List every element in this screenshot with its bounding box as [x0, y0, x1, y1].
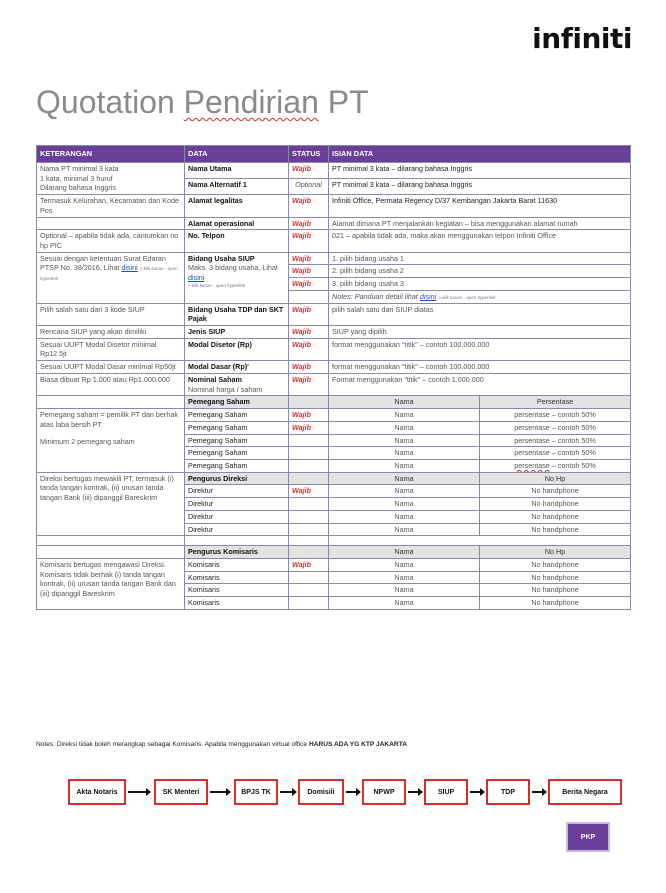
komisaris-item: Komisaris: [185, 584, 289, 597]
komisaris-head: Pengurus Komisaris: [185, 546, 289, 559]
table-row: [37, 409, 631, 422]
status-wajib: Wajib: [289, 338, 329, 360]
header-keterangan: KETERANGAN: [37, 146, 185, 163]
flow-step-npwp: NPWP: [362, 779, 406, 805]
status-empty: [289, 459, 329, 472]
disini-link[interactable]: disini: [419, 291, 437, 301]
input-modal-dasar[interactable]: format menggunakan "titik" – contoh 100.000.000: [329, 361, 631, 374]
input-modal-disetor[interactable]: format menggunakan "titik" – contoh 100.000.000: [329, 338, 631, 360]
keterangan-jenis-siup: Rencana SIUP yang akan dimiliki: [37, 326, 185, 339]
keterangan-empty: [37, 546, 185, 559]
label-bidang-usaha: Bidang Usaha SIUP Maks. 3 bidang usaha, Lihat disini > klik kanan - open hyperlink: [185, 252, 289, 303]
status-empty: [289, 546, 329, 559]
status-wajib: Wajib: [289, 217, 329, 230]
status-wajib: Wajib: [289, 195, 329, 217]
pemegang-entry[interactable]: Nama persentase – contoh 50%: [329, 409, 631, 422]
section-direksi: [37, 472, 631, 485]
table-row: [37, 162, 631, 178]
label-alamat-legalitas: Alamat legalitas: [185, 195, 289, 217]
status-wajib: Wajib: [289, 361, 329, 374]
table-row: [37, 326, 631, 339]
label-bidang-tdp: Bidang Usaha TDP dan SKT Pajak: [185, 303, 289, 325]
flow-step-berita-negara: Berita Negara: [548, 779, 622, 805]
keterangan-empty: [37, 396, 185, 409]
pemegang-item: Pemegang Saham: [185, 459, 289, 472]
komisaris-item: Komisaris: [185, 558, 289, 571]
header-data: DATA: [185, 146, 289, 163]
komisaris-entry[interactable]: Nama No handphone: [329, 571, 631, 584]
pemegang-item: Pemegang Saham: [185, 434, 289, 447]
status-optional: Optional: [289, 179, 329, 195]
pemegang-entry[interactable]: Nama persentase – contoh 50%: [329, 421, 631, 434]
status-wajib: Wajib: [289, 303, 329, 325]
flow-arrow: [210, 791, 230, 793]
direksi-entry[interactable]: Nama No handphone: [329, 523, 631, 536]
status-empty: [289, 510, 329, 523]
brand-logo: infiniti: [532, 22, 632, 55]
status-empty: [289, 396, 329, 409]
input-bidang-3[interactable]: 3. pilih bidang usaha 3: [329, 278, 631, 291]
pemegang-head: Pemegang Saham: [185, 396, 289, 409]
flow-step-bpjs-tk: BPJS TK: [234, 779, 278, 805]
label-modal-disetor: Modal Disetor (Rp): [185, 338, 289, 360]
pemegang-item: Pemegang Saham: [185, 421, 289, 434]
status-empty: [289, 472, 329, 485]
status-empty: [289, 523, 329, 536]
keterangan-telpon: Optional – apabila tidak ada, cantumkan no hp PIC: [37, 230, 185, 252]
komisaris-entry[interactable]: Nama No handphone: [329, 558, 631, 571]
input-bidang-1[interactable]: 1. pilih bidang usaha 1: [329, 252, 631, 265]
table-header-row: [37, 146, 631, 163]
status-wajib: Wajib: [289, 409, 329, 422]
table-row: [37, 217, 631, 230]
input-jenis-siup[interactable]: SIUP yang dipilih: [329, 326, 631, 339]
direksi-item: Direktur: [185, 523, 289, 536]
komisaris-entry[interactable]: Nama No handphone: [329, 597, 631, 610]
header-status: STATUS: [289, 146, 329, 163]
table-row: [37, 338, 631, 360]
direksi-entry[interactable]: Nama No handphone: [329, 485, 631, 498]
keterangan-direksi: Direksi bertugas mewakili PT, termasuk (i) tanda tangan kontrak, (ii) urusan tanda tangan Bank (iii) dipanggil Bareskrim: [37, 472, 185, 536]
pemegang-item: Pemegang Saham: [185, 409, 289, 422]
direksi-entry[interactable]: Nama No handphone: [329, 498, 631, 511]
process-flow: [68, 779, 628, 809]
section-komisaris: [37, 546, 631, 559]
flow-step-sk-menteri: SK Menteri: [154, 779, 208, 805]
status-empty: [289, 597, 329, 610]
komisaris-entry[interactable]: Nama No handphone: [329, 584, 631, 597]
pemegang-entry[interactable]: Nama persentase – contoh 50%: [329, 447, 631, 460]
status-empty: [289, 584, 329, 597]
label-jenis-siup: Jenis SIUP: [185, 326, 289, 339]
table-row: [37, 252, 631, 265]
table-row: [37, 373, 631, 395]
pemegang-entry[interactable]: Nama persentase – contoh 50%: [329, 459, 631, 472]
label-no-telpon: No. Telpon: [185, 230, 289, 252]
flow-arrow: [128, 791, 150, 793]
keterangan-modal-disetor: Sesuai UUPT Modal Disetor minimal Rp12.5jt: [37, 338, 185, 360]
disini-link[interactable]: disini: [188, 273, 205, 283]
panduan-note: Notes: Panduan detail lihat disini > klik kanan - open hyperlink: [329, 290, 631, 303]
table-row: [37, 230, 631, 252]
table-row: [37, 303, 631, 325]
spacer-row: [37, 536, 631, 546]
status-wajib: Wajib: [289, 558, 329, 571]
keterangan-empty: [37, 217, 185, 230]
komisaris-cols: Nama No Hp: [329, 546, 631, 559]
quotation-table: [36, 145, 631, 610]
status-empty: [289, 447, 329, 460]
status-wajib: Wajib: [289, 278, 329, 291]
input-bidang-tdp[interactable]: pilih salah satu dari SIUP diatas: [329, 303, 631, 325]
label-nominal-saham: Nominal Saham Nominal harga / saham: [185, 373, 289, 395]
status-wajib: Wajib: [289, 162, 329, 178]
keterangan-nominal: Biasa dibuat Rp 1.000 atau Rp1.000.000: [37, 373, 185, 395]
disini-link[interactable]: disini: [121, 263, 138, 273]
flow-step-domisili: Domisili: [298, 779, 344, 805]
direksi-item: Direktur: [185, 485, 289, 498]
pemegang-cols: Nama Persentase: [329, 396, 631, 409]
header-isian: ISIAN DATA: [329, 146, 631, 163]
status-wajib: Wajib: [289, 421, 329, 434]
section-pemegang-saham: [37, 396, 631, 409]
table-row: [37, 195, 631, 217]
keterangan-modal-dasar: Sesuai UUPT Modal Dasar minimal Rp50jt: [37, 361, 185, 374]
input-nominal-saham[interactable]: Format menggunakan "titik" – contoh 1.000.000: [329, 373, 631, 395]
keterangan-tdp: Pilih salah satu dari 3 kode SIUP: [37, 303, 185, 325]
flow-arrow: [280, 791, 296, 793]
input-nama-alternatif[interactable]: PT minimal 3 kata – dilarang bahasa Inggris: [329, 179, 631, 195]
direksi-item: Direktur: [185, 498, 289, 511]
input-bidang-2[interactable]: 2. pilih bidang usaha 2: [329, 265, 631, 278]
pemegang-entry[interactable]: Nama persentase – contoh 50%: [329, 434, 631, 447]
keterangan-komisaris: Komisaris bertugas mengawasi Direksi. Komisaris tidak berhak (i) tanda tangan kontrak, (ii) urusan tanda tangan Bank dan (iii) dipanggil Bareskrim: [37, 558, 185, 609]
label-nama-utama: Nama Utama: [185, 162, 289, 178]
table-row: [37, 361, 631, 374]
table-row: [37, 558, 631, 571]
input-alamat-operasional[interactable]: Alamat dimana PT menjalankan kegiatan – bisa menggunakan alamat rumah: [329, 217, 631, 230]
label-nama-alternatif: Nama Alternatif 1: [185, 179, 289, 195]
status-wajib: Wajib: [289, 326, 329, 339]
keterangan-nama: Nama PT minimal 3 kata 1 kata, minimal 3 huruf Dilarang bahasa Inggris: [37, 162, 185, 194]
status-wajib: Wajib: [289, 252, 329, 265]
komisaris-item: Komisaris: [185, 571, 289, 584]
flow-arrow: [408, 791, 422, 793]
status-empty: [289, 498, 329, 511]
direksi-cols: Nama No Hp: [329, 472, 631, 485]
flow-step-akta-notaris: Akta Notaris: [68, 779, 126, 805]
input-no-telpon[interactable]: 021 – apabila tidak ada, maka akan menggunakan telpon Infiniti Office: [329, 230, 631, 252]
flow-arrow: [532, 791, 546, 793]
status-empty: [289, 290, 329, 303]
label-alamat-operasional: Alamat operasional: [185, 217, 289, 230]
status-wajib: Wajib: [289, 230, 329, 252]
input-alamat-legalitas[interactable]: Infiniti Office, Permata Regency D/37 Kembangan Jakarta Barat 11630: [329, 195, 631, 217]
direksi-head: Pengurus Direksi: [185, 472, 289, 485]
keterangan-legalitas: Termasuk Kelurahan, Kecamatan dan Kode Pos: [37, 195, 185, 217]
footer-notes: Notes: Direksi tidak boleh merangkap sebagai Komisaris. Apabila menggunakan virtual office HARUS ADA YG KTP JAKARTA: [36, 741, 407, 748]
direksi-item: Direktur: [185, 510, 289, 523]
status-wajib: Wajib: [289, 485, 329, 498]
keterangan-siup: Sesuai dengan ketentuan Surat Edaran PTSP No. 38/2016. Lihat disini > klik kanan - open hyperlink: [37, 252, 185, 303]
page-title: Quotation Pendirian PT: [36, 84, 369, 120]
label-modal-dasar: Modal Dasar (Rp)': [185, 361, 289, 374]
keterangan-pemegang: Pemegang saham = pemilik PT dan berhak atas laba bersih PT Minimum 2 pemegang saham: [37, 409, 185, 473]
status-empty: [289, 571, 329, 584]
pkp-button[interactable]: PKP: [566, 822, 610, 852]
status-wajib: Wajib: [289, 265, 329, 278]
direksi-entry[interactable]: Nama No handphone: [329, 510, 631, 523]
flow-arrow: [470, 791, 484, 793]
input-nama-utama[interactable]: PT minimal 3 kata – dilarang bahasa Inggris: [329, 162, 631, 178]
flow-arrow: [346, 791, 360, 793]
komisaris-item: Komisaris: [185, 597, 289, 610]
status-empty: [289, 434, 329, 447]
pemegang-item: Pemegang Saham: [185, 447, 289, 460]
flow-step-siup: SIUP: [424, 779, 468, 805]
flow-step-tdp: TDP: [486, 779, 530, 805]
status-wajib: Wajib: [289, 373, 329, 395]
